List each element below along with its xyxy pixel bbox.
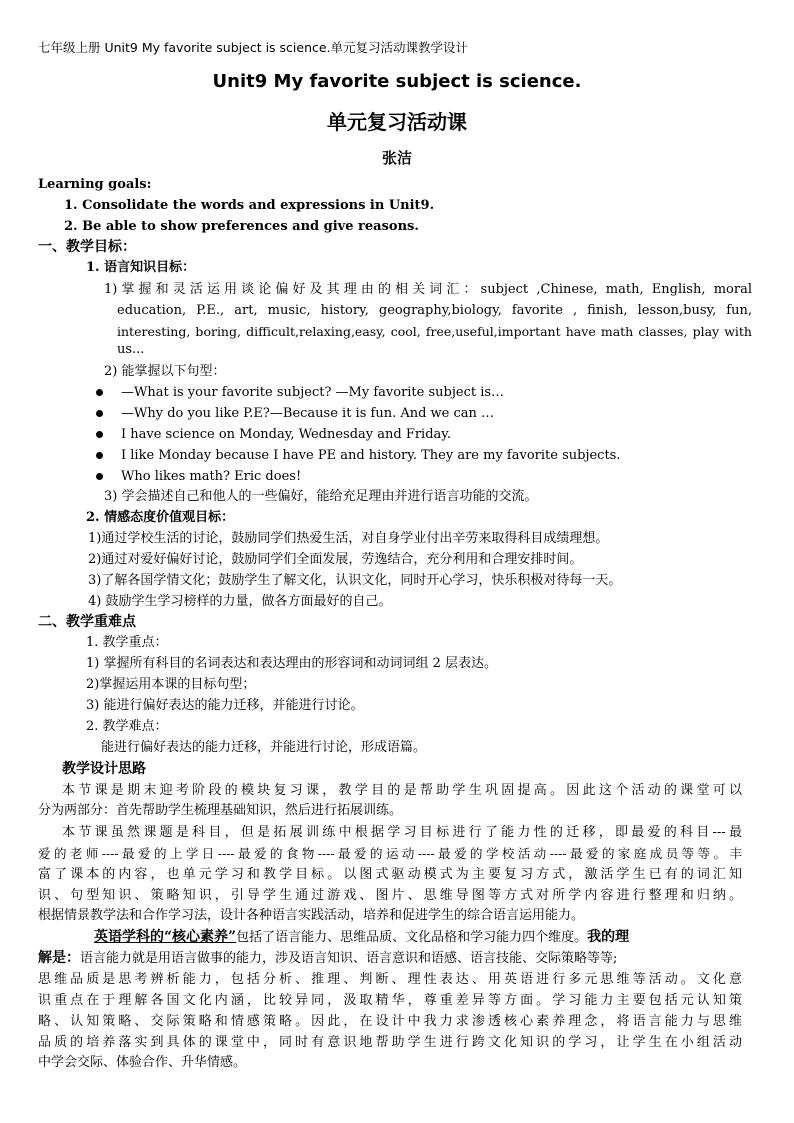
core-literacy-line: 中学会交际、体验合作、升华情感。	[38, 1055, 247, 1070]
learning-goal-item: 2. Be able to show preferences and give reasons.	[64, 219, 419, 234]
bullet-icon	[96, 452, 103, 459]
section-key-points-heading: 二、教学重难点	[38, 614, 136, 630]
emotion-goal-item: 2)通过对爱好偏好讨论，鼓励同学们全面发展，劳逸结合，充分利用和合理安排时间。	[88, 552, 583, 567]
core-literacy-text: 语言能力就是用语言做事的能力，涉及语言知识、语言意识和语感、语言技能、交际策略等等;	[80, 951, 618, 966]
emotion-goals-heading: 2. 情感态度价值观目标：	[86, 510, 235, 525]
sentence-pattern-item: I have science on Monday, Wednesday and Friday.	[121, 427, 452, 442]
core-literacy-line: 略、认知策略、交际策略和情感策略。因此，在设计中我力求渗透核心素养理念，将语言能力与思维	[38, 1014, 742, 1029]
emotion-goal-item: 3)了解各国学情文化；鼓励学生了解文化，认识文化，同时开心学习，快乐积极对待每一天。	[88, 573, 622, 588]
my-understanding-label: 我的理	[587, 929, 630, 945]
bullet-icon	[96, 410, 103, 417]
key-point-item: 1) 掌握所有科目的名词表达和表达理由的形容词和动词词组 2 层表达。	[86, 656, 498, 671]
learning-goal-item: 1. Consolidate the words and expressions in Unit9.	[64, 198, 435, 213]
emotion-goal-item: 4) 鼓励学生学习榜样的力量，做各方面最好的自己。	[88, 594, 392, 609]
vocab-line: us...	[117, 342, 145, 357]
design-paragraph-line: 根据情景教学法和合作学习法，设计各种语言实践活动，培养和促进学生的综合语言运用能力。	[38, 908, 585, 923]
vocab-line: 1)掌握和灵活运用谈论偏好及其理由的相关词汇：subject ,Chinese, math, English, moral	[104, 282, 752, 297]
describe-preferences-item: 3) 学会描述自己和他人的一些偏好，能给充足理由并进行语言功能的交流。	[104, 489, 538, 504]
design-paragraph-line: 分为两部分：首先帮助学生梳理基础知识，然后进行拓展训练。	[38, 803, 403, 818]
vocab-line: interesting, boring, difficult,relaxing,easy, cool, free,useful,important have math classes, play with	[117, 324, 752, 339]
key-point-item: 3) 能进行偏好表达的能力迁移，并能进行讨论。	[86, 698, 364, 713]
section-teaching-goals-heading: 一、教学目标：	[38, 239, 136, 255]
author-name: 张洁	[381, 149, 412, 167]
design-paragraph-line: 本节课是期末迎考阶段的模块复习课，教学目的是帮助学生巩固提高。因此这个活动的课堂可以	[62, 783, 742, 798]
core-literacy-term: 英语学科的“核心素养”	[94, 929, 237, 945]
language-knowledge-heading: 1. 语言知识目标：	[86, 260, 196, 275]
design-ideas-heading: 教学设计思路	[62, 761, 146, 777]
document-title: Unit9 My favorite subject is science.	[212, 71, 582, 92]
design-paragraph-line: 爱的老师----最爱的上学日----最爱的食物----最爱的运动----最爱的学校活动----最爱的家庭成员等等。丰	[38, 846, 742, 861]
core-literacy-text: 包括了语言能力、思维品质、文化品格和学习能力四个维度。	[236, 930, 588, 945]
key-point-item: 2)掌握运用本课的目标句型；	[86, 677, 256, 692]
design-paragraph-line: 富了课本的内容，也单元学习和教学目标。以图式驱动模式为主要复习方式，激活学生已有的词汇知	[38, 867, 742, 882]
vocab-line: education, P.E., art, music, history, geography,biology, favorite , finish, lesson,busy, fun,	[117, 303, 752, 318]
bullet-icon	[96, 431, 103, 438]
bullet-icon	[96, 473, 103, 480]
sentence-patterns-label: 2) 能掌握以下句型：	[104, 364, 226, 379]
sentence-pattern-item: —What is your favorite subject? —My favorite subject is…	[121, 385, 505, 400]
design-paragraph-line: 识、句型知识、策略知识，引导学生通过游戏、图片、思维导图等方式对所学内容进行整理和归纳。	[38, 888, 742, 903]
design-paragraph-line: 本节课虽然课题是科目，但是拓展训练中根据学习目标进行了能力性的迁移，即最爱的科目---最	[62, 825, 742, 840]
key-points-heading: 1. 教学重点：	[86, 635, 168, 650]
difficult-point-text: 能进行偏好表达的能力迁移，并能进行讨论，形成语篇。	[101, 740, 427, 755]
core-literacy-line: 品质的培养落实到具体的课堂中，同时有意识地帮助学生进行跨文化知识的学习，让学生在小组活动	[38, 1035, 742, 1050]
my-understanding-label-cont: 解是：	[38, 950, 80, 966]
learning-goals-heading: Learning goals:	[38, 177, 152, 192]
sentence-pattern-item: Who likes math? Eric does!	[121, 469, 302, 484]
core-literacy-line	[38, 948, 617, 969]
core-literacy-line: 识重点在于理解各国文化内涵，比较异同，汲取精华，尊重差异等方面。学习能力主要包括元认知策	[38, 993, 742, 1008]
document-subtitle: 单元复习活动课	[327, 110, 467, 134]
sentence-pattern-item: I like Monday because I have PE and history. They are my favorite subjects.	[121, 448, 621, 463]
core-literacy-line: 思维品质是思考辨析能力，包括分析、推理、判断、理性表达、用英语进行多元思维等活动。文化意	[38, 972, 742, 987]
page-header: 七年级上册 Unit9 My favorite subject is science.单元复习活动课教学设计	[38, 40, 469, 55]
bullet-icon	[96, 389, 103, 396]
difficult-points-heading: 2. 教学难点：	[86, 719, 168, 734]
core-literacy-line	[94, 927, 629, 948]
sentence-pattern-item: —Why do you like P.E?—Because it is fun. And we can …	[121, 406, 495, 421]
emotion-goal-item: 1)通过学校生活的讨论，鼓励同学们热爱生活，对自身学业付出辛劳来取得科目成绩理想。	[88, 531, 609, 546]
